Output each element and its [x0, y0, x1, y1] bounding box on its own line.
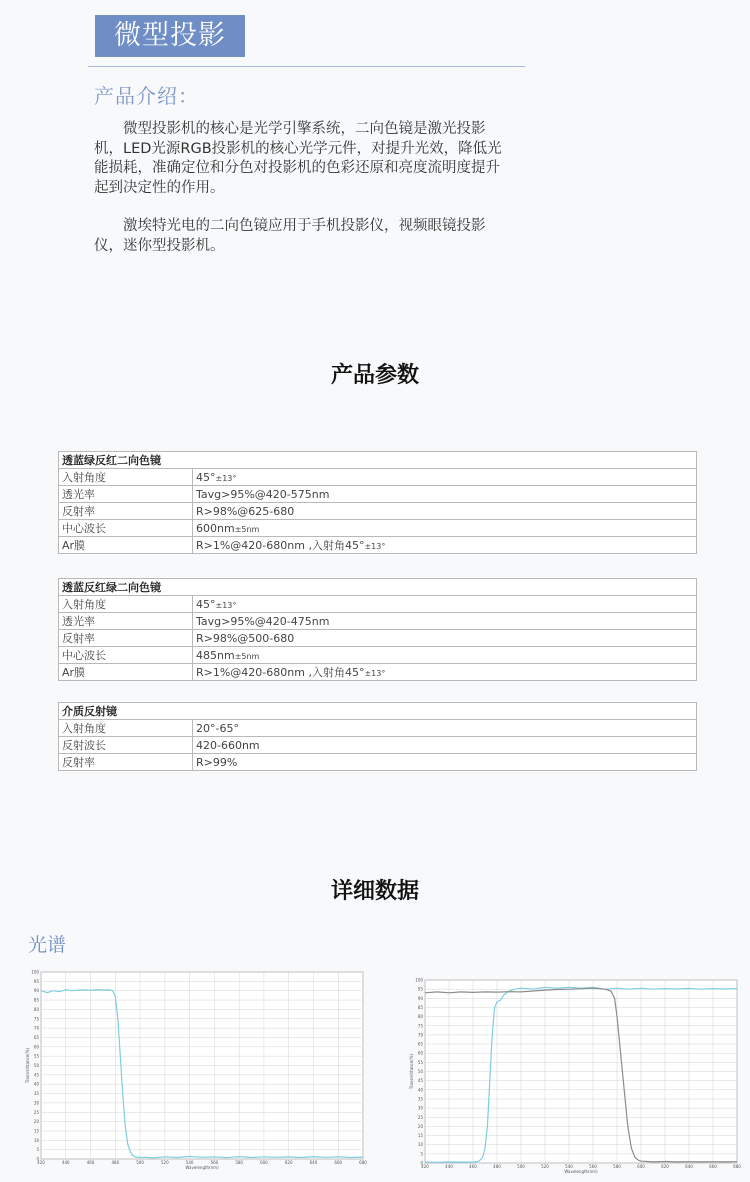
spec-row: [59, 647, 697, 664]
spec-name: 透光率: [59, 613, 193, 630]
spec-value: R>98%@625-680: [193, 503, 697, 520]
x-axis-label: Wavelength(nm): [185, 1165, 219, 1170]
spec-row: [59, 737, 697, 754]
x-tick-label: 560: [210, 1160, 219, 1165]
x-tick-label: 500: [136, 1160, 144, 1165]
spec-table-title-row: [59, 703, 697, 720]
params-section-title: 产品参数: [330, 363, 419, 388]
y-tick-label: 80: [33, 1006, 39, 1012]
y-tick-label: 10: [33, 1137, 39, 1143]
spec-value: 485nm±5nm: [193, 647, 697, 664]
y-tick-label: 55: [417, 1059, 423, 1065]
y-tick-label: 80: [417, 1014, 423, 1020]
y-tick-label: 85: [33, 997, 39, 1003]
y-tick-label: 65: [33, 1034, 39, 1040]
spec-row: [59, 596, 697, 613]
spec-row: [59, 664, 697, 681]
spec-row: [59, 520, 697, 537]
spec-table-title: 介质反射镜: [59, 703, 697, 720]
spec-value: R>1%@420-680nm ,入射角45°±13°: [193, 664, 697, 681]
x-tick-label: 600: [637, 1164, 645, 1169]
y-tick-label: 25: [417, 1114, 423, 1120]
y-tick-label: 55: [33, 1053, 39, 1059]
page-title: 微型投影: [95, 15, 245, 57]
y-tick-label: 30: [417, 1105, 423, 1111]
x-tick-label: 440: [445, 1164, 453, 1169]
y-tick-label: 90: [417, 995, 423, 1001]
y-tick-label: 15: [417, 1133, 423, 1139]
spec-name: 中心波长: [59, 647, 193, 664]
spec-value: R>99%: [193, 754, 697, 771]
x-tick-label: 540: [565, 1164, 573, 1169]
spec-value: R>98%@500-680: [193, 630, 697, 647]
spec-tolerance: ±13°: [215, 600, 237, 610]
spec-value: 45°±13°: [193, 469, 697, 486]
y-tick-label: 25: [33, 1109, 39, 1115]
x-axis-label: Wavelength(nm): [564, 1169, 598, 1174]
spectrum-chart-1: [22, 966, 368, 1172]
x-tick-label: 460: [86, 1160, 95, 1165]
spectrum-chart-2: [406, 974, 742, 1176]
spec-row: [59, 486, 697, 503]
spec-name: 反射率: [59, 630, 193, 647]
y-tick-label: 35: [33, 1091, 39, 1097]
spec-value: 20°-65°: [193, 720, 697, 737]
spec-value: 600nm±5nm: [193, 520, 697, 537]
spec-value: R>1%@420-680nm ,入射角45°±13°: [193, 537, 697, 554]
y-tick-label: 90: [33, 988, 39, 994]
y-tick-label: 40: [417, 1087, 423, 1093]
spec-name: 入射角度: [59, 720, 193, 737]
y-axis-label: Transmittance(%): [409, 1053, 414, 1090]
y-tick-label: 75: [417, 1023, 423, 1029]
spec-name: 反射波长: [59, 737, 193, 754]
spectrum-label: 光谱: [28, 934, 67, 956]
x-tick-label: 580: [613, 1164, 621, 1169]
x-tick-label: 460: [469, 1164, 477, 1169]
x-tick-label: 620: [661, 1164, 669, 1169]
x-tick-label: 620: [284, 1160, 293, 1165]
spec-table: [58, 702, 697, 771]
spec-tolerance: ±13°: [364, 669, 386, 678]
spec-name: 入射角度: [59, 469, 193, 486]
x-tick-label: 480: [493, 1164, 501, 1169]
y-tick-label: 45: [417, 1078, 423, 1084]
spec-name: 透光率: [59, 486, 193, 503]
x-tick-label: 500: [517, 1164, 525, 1169]
x-tick-label: 480: [111, 1160, 120, 1165]
spec-table-title: 透蓝反红绿二向色镜: [59, 579, 697, 596]
y-tick-label: 15: [33, 1128, 39, 1134]
y-tick-label: 70: [33, 1025, 39, 1031]
spec-name: Ar膜: [59, 664, 193, 681]
x-tick-label: 420: [37, 1160, 45, 1165]
y-tick-label: 50: [33, 1063, 39, 1068]
x-tick-label: 520: [541, 1164, 549, 1169]
x-tick-label: 560: [589, 1164, 597, 1169]
application-paragraph: 激埃特光电的二向色镜应用于手机投影仪，视频眼镜投影仪，迷你型投影机。: [94, 218, 486, 254]
y-tick-label: 20: [33, 1119, 39, 1125]
spec-tolerance: ±5nm: [234, 524, 260, 534]
y-tick-label: 0: [36, 1156, 39, 1162]
spec-row: [59, 503, 697, 520]
y-tick-label: 5: [36, 1147, 39, 1153]
intro-paragraph: 微型投影机的核心是光学引擎系统，二向色镜是激光投影机，LED光源RGB投影机的核心光学元件，对提升光效，降低光能损耗，准确定位和分色对投影机的色彩还原和亮度流明度提升起到决定性的作用。: [94, 121, 502, 196]
spec-row: [59, 537, 697, 554]
spec-table-title-row: [59, 579, 697, 596]
y-tick-label: 10: [417, 1142, 423, 1148]
spec-value: 45°±13°: [193, 596, 697, 613]
spec-tolerance: ±13°: [364, 542, 386, 551]
spec-row: [59, 754, 697, 771]
y-tick-label: 35: [417, 1096, 423, 1102]
title-divider: [88, 66, 525, 67]
spec-value: Tavg>95%@420-475nm: [193, 613, 697, 630]
y-tick-label: 30: [33, 1100, 39, 1106]
x-tick-label: 580: [235, 1160, 243, 1165]
spec-table-title: 透蓝绿反红二向色镜: [59, 452, 697, 469]
y-tick-label: 100: [31, 969, 39, 975]
spec-value: Tavg>95%@420-575nm: [193, 486, 697, 503]
spec-table: [58, 578, 697, 681]
spec-tolerance: ±5nm: [234, 651, 260, 661]
x-tick-label: 660: [709, 1164, 717, 1169]
spec-name: 入射角度: [59, 596, 193, 613]
y-tick-label: 100: [415, 977, 423, 983]
details-section-title: 详细数据: [330, 879, 419, 904]
y-tick-label: 95: [417, 986, 423, 992]
y-tick-label: 75: [33, 1016, 39, 1022]
spec-value: 420-660nm: [193, 737, 697, 754]
x-tick-label: 520: [161, 1160, 169, 1165]
y-tick-label: 5: [420, 1151, 423, 1157]
spec-tolerance: ±13°: [215, 473, 237, 483]
x-tick-label: 420: [421, 1164, 429, 1169]
spec-row: [59, 720, 697, 737]
x-tick-label: 640: [309, 1160, 318, 1165]
y-tick-label: 0: [420, 1160, 423, 1166]
spec-row: [59, 469, 697, 486]
x-tick-label: 440: [61, 1160, 70, 1165]
spec-row: [59, 613, 697, 630]
spec-table-title-row: [59, 452, 697, 469]
y-tick-label: 50: [417, 1069, 423, 1074]
y-tick-label: 60: [33, 1044, 39, 1050]
x-tick-label: 540: [185, 1160, 194, 1165]
intro-label: 产品介绍：: [94, 84, 199, 108]
spec-name: 中心波长: [59, 520, 193, 537]
y-tick-label: 85: [417, 1004, 423, 1010]
y-tick-label: 45: [33, 1072, 39, 1078]
spec-table: [58, 451, 697, 554]
y-axis-label: Transmittance(%): [25, 1047, 30, 1084]
y-tick-label: 20: [417, 1123, 423, 1129]
spec-name: 反射率: [59, 503, 193, 520]
y-tick-label: 60: [417, 1050, 423, 1056]
x-tick-label: 640: [685, 1164, 693, 1169]
x-tick-label: 680: [733, 1164, 741, 1169]
spec-name: Ar膜: [59, 537, 193, 554]
y-tick-label: 95: [33, 978, 39, 984]
x-tick-label: 660: [334, 1160, 343, 1165]
y-tick-label: 40: [33, 1081, 39, 1087]
y-tick-label: 70: [417, 1032, 423, 1038]
y-tick-label: 65: [417, 1041, 423, 1047]
x-tick-label: 680: [359, 1160, 367, 1165]
spec-name: 反射率: [59, 754, 193, 771]
x-tick-label: 600: [260, 1160, 268, 1165]
spec-row: [59, 630, 697, 647]
